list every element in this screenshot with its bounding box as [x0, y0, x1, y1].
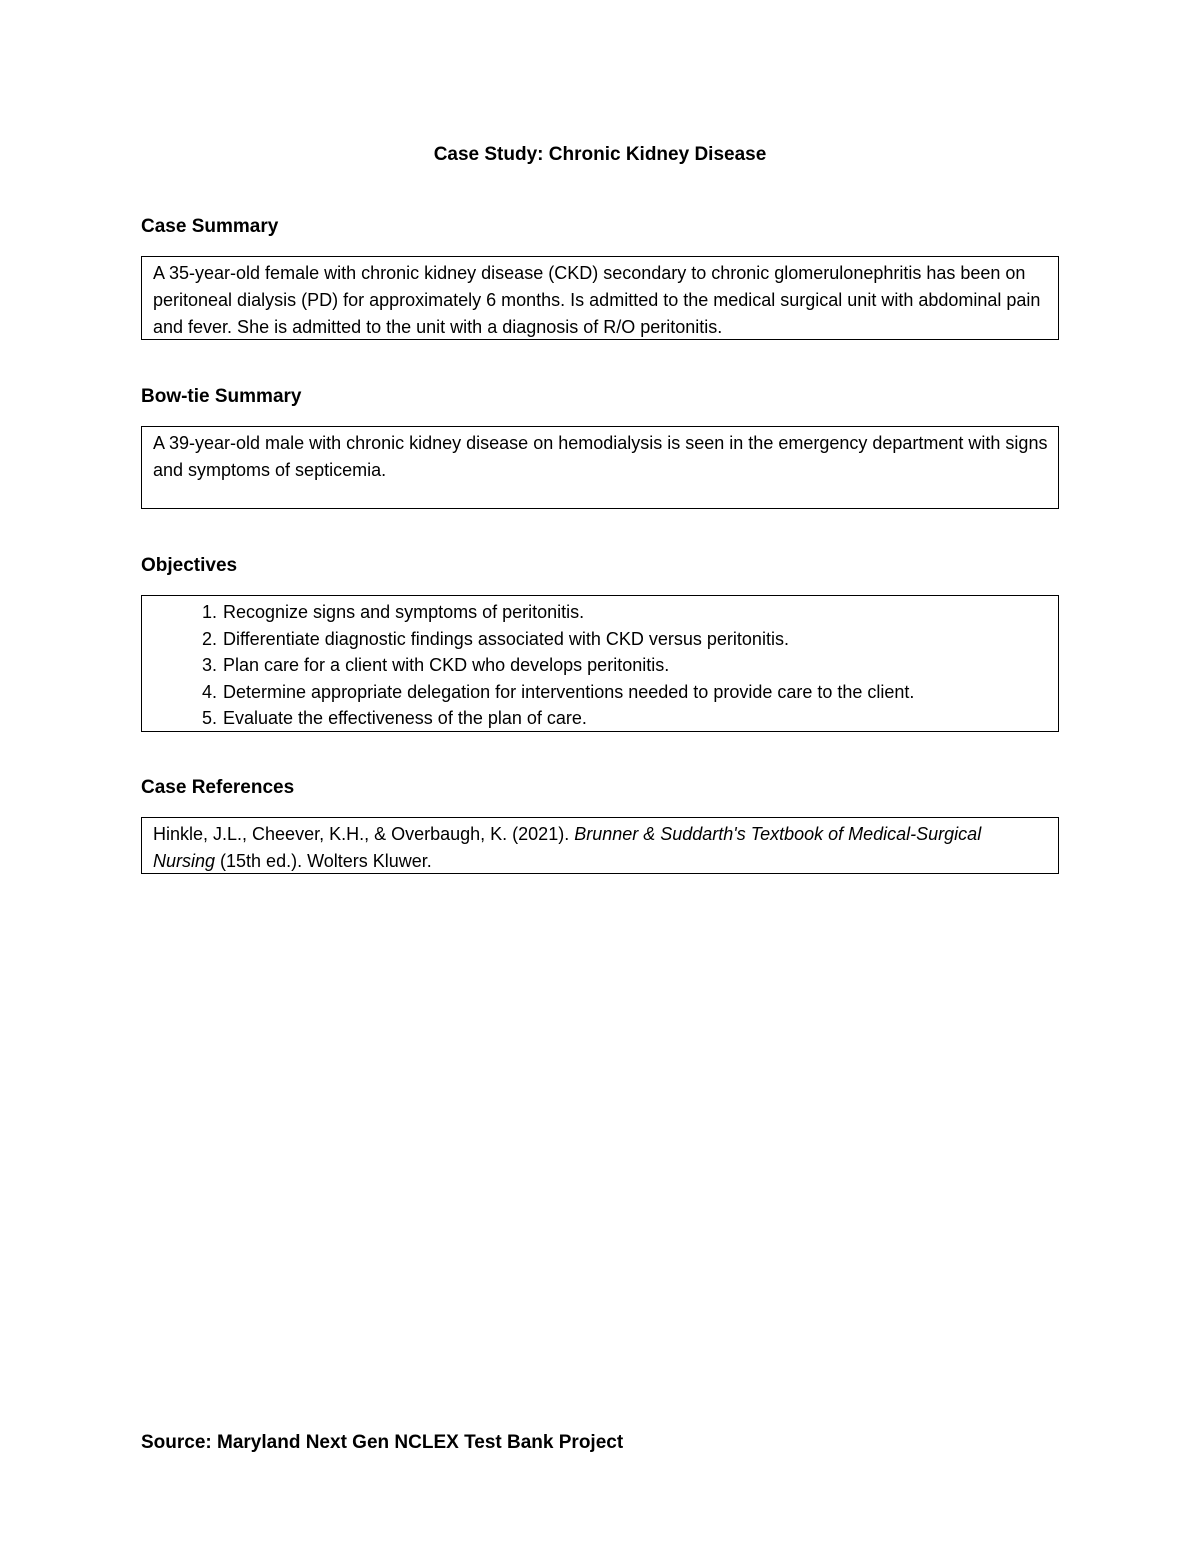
objectives-heading: Objectives: [141, 555, 238, 576]
list-item: [153, 705, 1048, 732]
source-footer: Source: Maryland Next Gen NCLEX Test Bank Project: [141, 1432, 624, 1453]
case-references-box: [141, 817, 1059, 874]
list-item-number: 1.: [201, 602, 217, 622]
list-item-number: 3.: [201, 655, 217, 675]
list-item-text: Recognize signs and symptoms of peritonitis.: [223, 602, 585, 622]
list-item: [153, 626, 1048, 653]
list-item-number: 2.: [201, 628, 217, 649]
list-item: [153, 652, 1048, 679]
page-title: Case Study: Chronic Kidney Disease: [433, 144, 767, 165]
objectives-list: [153, 599, 1048, 732]
list-item-text: Determine appropriate delegation for interventions needed to provide care to the client.: [223, 681, 915, 702]
list-item-text: Plan care for a client with CKD who develops peritonitis.: [223, 655, 670, 675]
list-item-text: Evaluate the effectiveness of the plan of care.: [223, 708, 587, 728]
case-summary-box: [141, 256, 1059, 340]
case-summary-text: A 35-year-old female with chronic kidney disease (CKD) secondary to chronic glomerulonephritis has been on peritoneal dialysis (PD) for approximately 6 months. Is admitted to the medical surgical unit with abdominal pain and fever. She is admitted to the unit with a diagnosis of R/O peritonitis.: [153, 263, 1041, 337]
reference-edition-publisher: (15th ed.). Wolters Kluwer.: [215, 851, 432, 871]
list-item-number: 4.: [201, 681, 217, 702]
objectives-box: [141, 595, 1059, 732]
case-references-heading: Case References: [141, 777, 295, 798]
bowtie-summary-heading: Bow-tie Summary: [141, 386, 302, 407]
list-item: [153, 679, 1048, 706]
reference-authors: Hinkle, J.L., Cheever, K.H., & Overbaugh, K. (2021).: [153, 824, 575, 844]
list-item-number: 5.: [201, 708, 217, 728]
list-item: [153, 599, 1048, 626]
reference-citation: [153, 821, 1048, 875]
bowtie-summary-text: A 39-year-old male with chronic kidney disease on hemodialysis is seen in the emergency department with signs and symptoms of septicemia.: [153, 433, 1048, 480]
list-item-text: Differentiate diagnostic findings associated with CKD versus peritonitis.: [223, 628, 789, 649]
reference-book-title: Brunner & Suddarth's Textbook of Medical-Surgical Nursing: [153, 824, 982, 871]
case-summary-heading: Case Summary: [141, 216, 279, 237]
bowtie-summary-box: [141, 426, 1059, 509]
